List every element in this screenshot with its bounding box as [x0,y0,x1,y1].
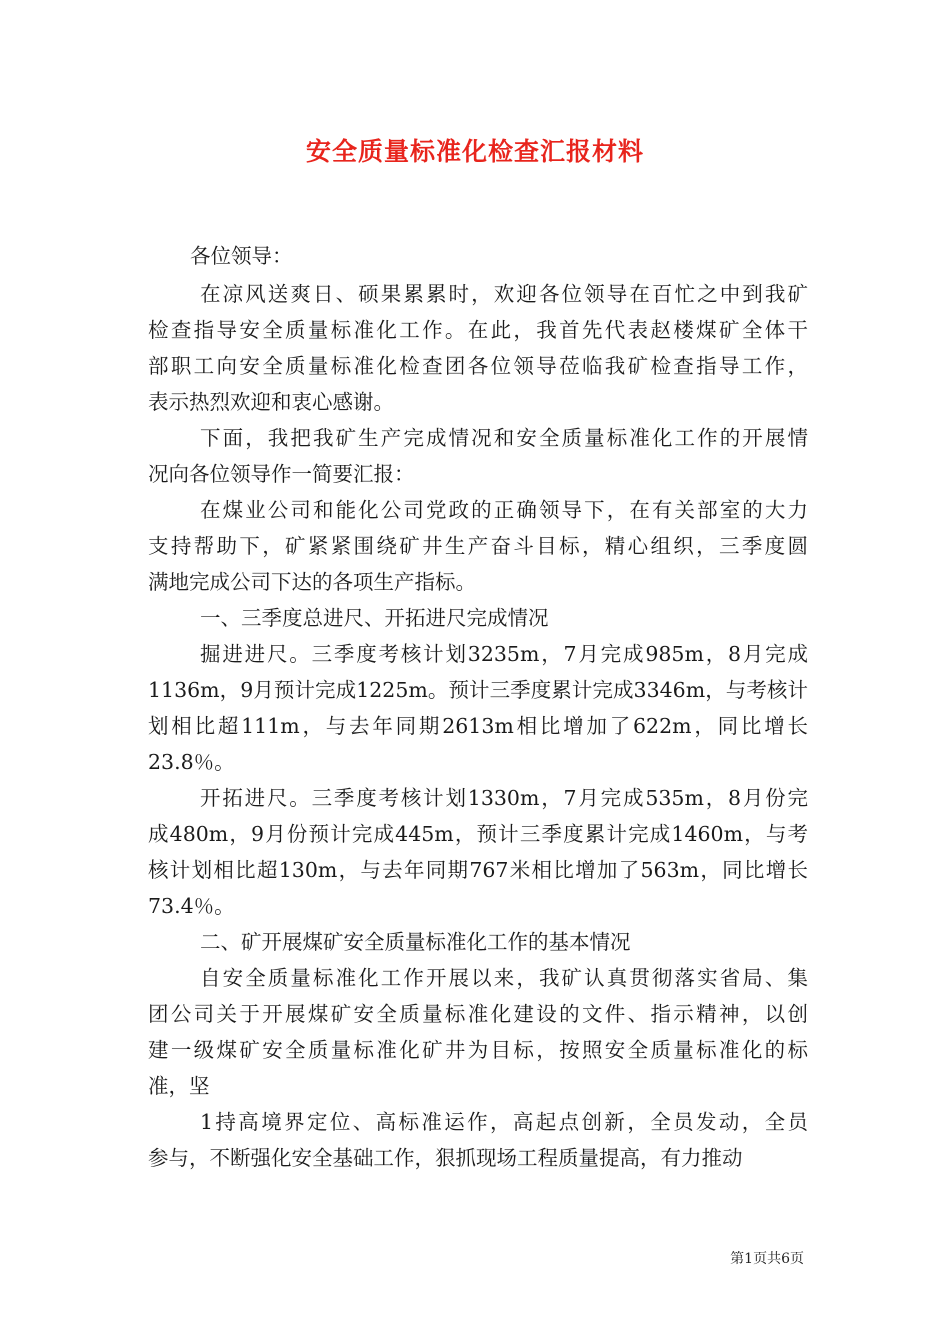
paragraph-line: 在煤业公司和能化公司党政的正确领导下，在有关部室的大力 [200,498,808,522]
salutation: 各位领导： [190,244,293,268]
paragraph [148,636,808,780]
paragraph-line: 表示热烈欢迎和衷心感谢。 [148,390,394,414]
paragraph-line: 团公司关于开展煤矿安全质量标准化建设的文件、指示精神，以创 [148,1002,808,1026]
paragraph-line: 自安全质量标准化工作开展以来，我矿认真贯彻落实省局、集 [200,966,808,990]
paragraph-line: 况向各位领导作一简要汇报： [148,462,415,486]
paragraph-line: 1持高境界定位、高标准运作，高起点创新，全员发动，全员 [200,1110,808,1134]
paragraph-line: 下面，我把我矿生产完成情况和安全质量标准化工作的开展情 [200,426,808,450]
paragraph-list [148,276,808,1176]
paragraph [148,420,808,492]
paragraph-line: 掘进进尺。三季度考核计划3235m，7月完成985m，8月完成 [200,642,808,666]
paragraph-line: 一、三季度总进尺、开拓进尺完成情况 [200,606,549,630]
paragraph-line: 二、矿开展煤矿安全质量标准化工作的基本情况 [200,930,631,954]
paragraph-line: 支持帮助下，矿紧紧围绕矿井生产奋斗目标，精心组织，三季度圆 [148,534,808,558]
paragraph-line: 划相比超111m，与去年同期2613m相比增加了622m，同比增长 [148,714,808,738]
paragraph-line: 23.8％。 [148,750,235,774]
paragraph-line: 建一级煤矿安全质量标准化矿井为目标，按照安全质量标准化的标 [148,1038,808,1062]
paragraph [148,276,808,420]
paragraph-line: 部职工向安全质量标准化检查团各位领导莅临我矿检查指导工作， [148,354,808,378]
paragraph [148,492,808,600]
document-title: 安全质量标准化检查汇报材料 [305,137,644,166]
paragraph-line: 检查指导安全质量标准化工作。在此，我首先代表赵楼煤矿全体干 [148,318,808,342]
paragraph-line: 参与，不断强化安全基础工作，狠抓现场工程质量提高，有力推动 [148,1146,743,1170]
paragraph-line: 成480m，9月份预计完成445m，预计三季度累计完成1460m，与考 [148,822,808,846]
paragraph [148,924,808,960]
paragraph-line: 在凉风送爽日、硕果累累时，欢迎各位领导在百忙之中到我矿 [200,282,808,306]
paragraph [148,780,808,924]
page-number: 第1页共6页 [730,1251,804,1267]
paragraph-line: 满地完成公司下达的各项生产指标。 [148,570,476,594]
paragraph-line: 1136m，9月预计完成1225m。预计三季度累计完成3346m，与考核计 [148,678,808,702]
paragraph [148,960,808,1104]
document-body [148,238,808,1176]
paragraph-line: 73.4％。 [148,894,235,918]
paragraph-line: 准，坚 [148,1074,210,1098]
paragraph-line: 核计划相比超130m，与去年同期767米相比增加了563m，同比增长 [148,858,808,882]
paragraph [148,600,808,636]
paragraph [148,1104,808,1176]
paragraph-line: 开拓进尺。三季度考核计划1330m，7月完成535m，8月份完 [200,786,808,810]
